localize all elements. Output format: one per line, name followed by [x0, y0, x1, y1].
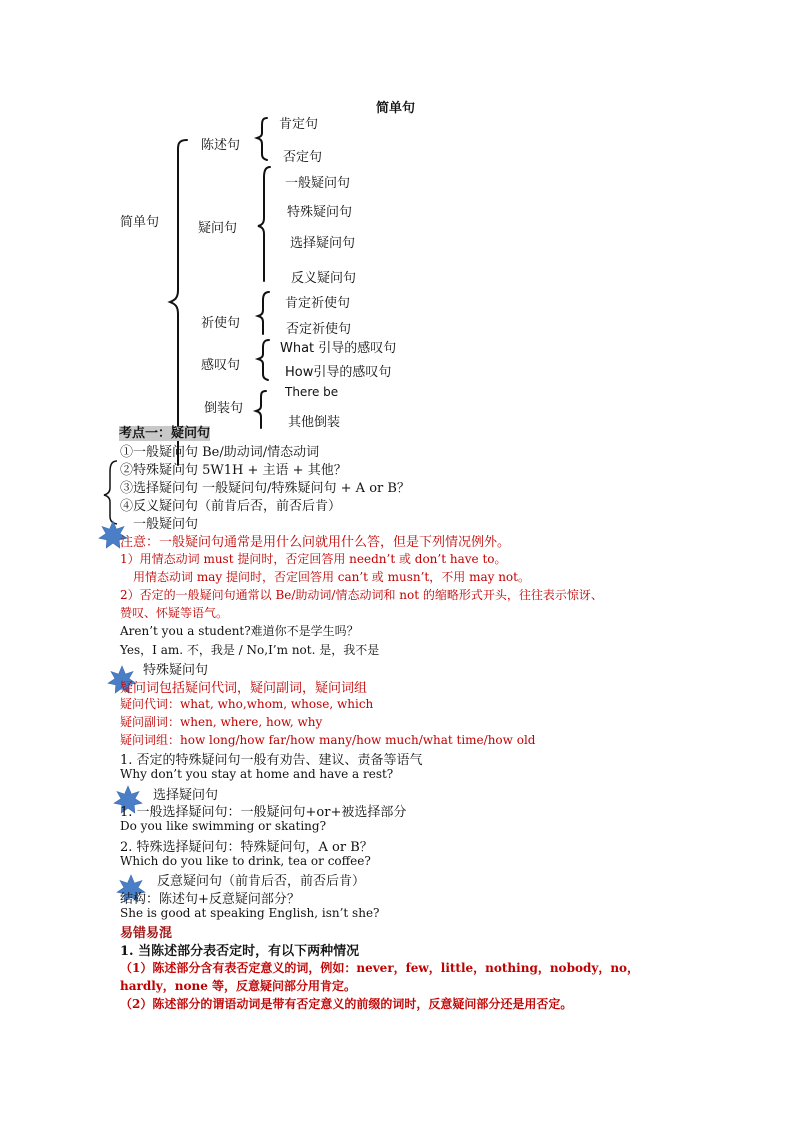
affirmative-item: 肯定句 [279, 117, 319, 132]
errors-case-2: （2）陈述部分的谓语动词是带有否定意义的前缀的词时，反意疑问部分还是用否定。 [120, 997, 573, 1011]
general-title: 一般疑问句 [133, 517, 199, 532]
errors-title: 易错易混 [120, 926, 173, 941]
choice-line-2: Do you like swimming or skating? [120, 819, 327, 833]
general-example-1: Aren’t you a student?难道你不是学生吗？ [120, 624, 359, 638]
special-title: 特殊疑问句 [143, 663, 209, 678]
type-choice: ③选择疑问句 一般疑问句/特殊疑问句 + A or B？ [120, 481, 410, 496]
imperative-label: 祈使句 [201, 316, 241, 331]
errors-item-1: 1. 当陈述部分表否定时，有以下两种情况 [120, 944, 360, 959]
question-label: 疑问句 [198, 221, 238, 236]
general-p2a: 2）否定的一般疑问句通常以 Be/助动词/情态动词和 not 的缩略形式开头，往往表示惊讶、 [120, 588, 603, 602]
special-line-6: Why don’t you stay at home and have a rest? [120, 767, 394, 781]
tree-title: 简单句 [376, 101, 416, 116]
special-line-4: 疑问词组：how long/how far/how many/how much/what time/how old [120, 733, 536, 747]
tag-line-2: She is good at speaking English, isn’t she? [120, 906, 380, 920]
type-general: ①一般疑问句 Be/助动词/情态动词 [120, 445, 320, 460]
special-line-3: 疑问副词：when, where, how, why [120, 715, 323, 729]
special-line-2: 疑问代词：what, who,whom, whose, which [120, 697, 374, 711]
choice-title: 选择疑问句 [153, 788, 219, 803]
how-exclamatory-item: How引导的感叹句 [285, 365, 392, 380]
general-p1b: 用情态动词 may 提问时，否定回答用 can’t 或 musn’t，不用 may not。 [133, 570, 530, 584]
choice-line-1: 1. 一般选择疑问句：一般疑问句+or+被选择部分 [120, 805, 407, 820]
exclamatory-label: 感叹句 [201, 358, 241, 373]
negative-imperative-item: 否定祈使句 [286, 322, 352, 337]
choice-line-4: Which do you like to drink, tea or coffee? [120, 854, 371, 868]
statement-label: 陈述句 [201, 138, 241, 153]
errors-case-1b: hardly，none 等，反意疑问部分用肯定。 [120, 979, 357, 993]
tag-title: 反意疑问句（前肯后否，前否后肯） [157, 874, 366, 889]
special-question-item: 特殊疑问句 [287, 205, 353, 220]
there-be-item: There be [285, 385, 339, 399]
special-line-1: 疑问词包括疑问代词，疑问副词，疑问词组 [120, 681, 368, 696]
type-tag: ④反义疑问句（前肯后否，前否后肯） [120, 499, 342, 514]
general-note: 注意：一般疑问句通常是用什么问就用什么答，但是下列情况例外。 [120, 535, 511, 550]
other-inversion-item: 其他倒装 [288, 415, 341, 430]
errors-case-1a: （1）陈述部分含有表否定意义的词，例如：never，few，little，nothing，nobody，no， [120, 961, 640, 975]
general-question-item: 一般疑问句 [285, 176, 351, 191]
negative-item: 否定句 [283, 150, 323, 165]
affirmative-imperative-item: 肯定祈使句 [285, 296, 351, 311]
general-example-2: Yes，I am. 不，我是 / No,I’m not. 是，我不是 [120, 643, 380, 657]
tree-root-label: 简单句 [120, 215, 160, 230]
tag-question-item: 反义疑问句 [291, 271, 357, 286]
section-heading: 考点一：疑问句 [119, 426, 211, 441]
general-p2b: 赞叹、怀疑等语气。 [120, 606, 229, 620]
choice-line-3: 2. 特殊选择疑问句：特殊疑问句，A or B？ [120, 840, 373, 855]
inverted-label: 倒装句 [204, 401, 244, 416]
special-line-5: 1. 否定的特殊疑问句一般有劝告、建议、责备等语气 [120, 753, 423, 768]
choice-question-item: 选择疑问句 [290, 236, 356, 251]
what-exclamatory-item: What 引导的感叹句 [280, 341, 397, 356]
type-special: ②特殊疑问句 5W1H + 主语 + 其他？ [120, 463, 347, 478]
general-p1: 1）用情态动词 must 提问时，否定回答用 needn’t 或 don’t have to。 [120, 552, 507, 566]
tag-line-1: 结构：陈述句+反意疑问部分？ [120, 892, 300, 907]
